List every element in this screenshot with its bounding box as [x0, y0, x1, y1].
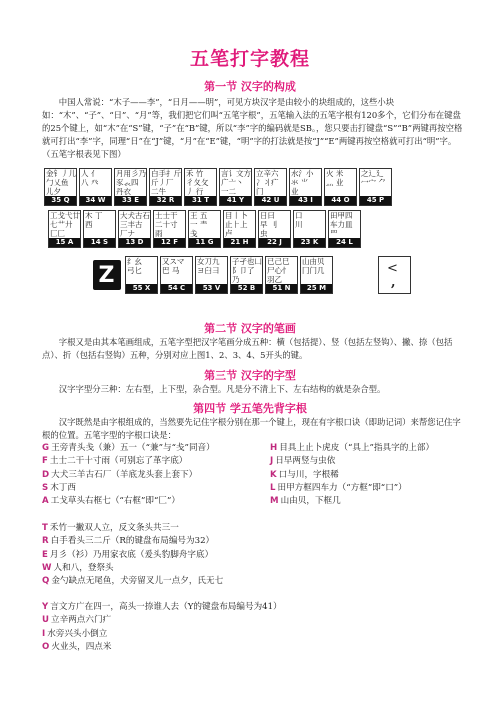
key-radicals: 阝卩了	[232, 266, 255, 275]
key-radicals: 匚匚	[50, 229, 65, 238]
mnemonic-line	[42, 495, 274, 508]
key-radicals: 西	[85, 220, 93, 229]
key-code-label: 44 O	[325, 196, 356, 205]
mnemonic-text: 山由贝，下框几	[280, 496, 341, 507]
key-code-label: 13 D	[119, 238, 150, 247]
keyboard-key	[265, 256, 298, 294]
mnemonic-group-1-left	[42, 442, 274, 508]
key-radicals: 八 癶	[81, 178, 99, 187]
mnemonic-line	[42, 482, 274, 495]
mnemonic-key-letter: J	[270, 456, 274, 467]
mnemonic-text: 目具上止卜虎皮（“具上”指具字的上部）	[279, 443, 435, 453]
mnemonic-key-letter: H	[270, 443, 278, 453]
key-radicals: 早 刂	[260, 220, 278, 229]
key-radicals: 氺 ⺌	[291, 178, 309, 187]
keyboard-key	[125, 256, 158, 294]
mnemonic-key-letter: S	[42, 482, 49, 493]
keyboard-row-3	[90, 256, 333, 294]
mnemonic-line	[42, 535, 466, 548]
key-radicals: 立辛六	[256, 169, 279, 178]
mnemonic-text: 言文方广在四一，高头一捺谁人去（Y的键盘布局编号为41）	[50, 602, 282, 612]
key-radicals: 一 龶	[190, 220, 208, 229]
key-radicals: 业	[291, 187, 299, 196]
key-code-label: 33 E	[115, 196, 146, 205]
mnemonic-line	[42, 549, 466, 562]
section4-paragraph: 汉字既然是由字根组成的，当然要先记住字根分别在那一个键上，现在有字根口诀（即助记词）来帮您记住字根的位置。五笔字型的字根口诀是：	[42, 417, 461, 440]
mnemonic-line	[270, 495, 470, 508]
key-code-label: 53 V	[196, 284, 227, 293]
mnemonic-key-letter: D	[42, 469, 50, 480]
key-radicals: 大犬古石	[120, 211, 150, 220]
keyboard-key	[149, 168, 182, 206]
keyboard-key	[160, 256, 193, 294]
mnemonic-line	[270, 482, 470, 495]
section4-heading: 第四节 学五笔先背字根	[193, 402, 307, 415]
key-radicals: 虫	[260, 229, 268, 238]
key-radicals: 之辶廴	[361, 169, 384, 178]
mnemonic-line	[42, 641, 466, 654]
key-radicals: 弓匕	[127, 266, 142, 275]
mnemonic-group-2	[42, 522, 466, 588]
mnemonic-text: 口与川，字根稀	[278, 469, 339, 480]
key-radicals: 门	[256, 187, 264, 196]
key-code-label: 14 S	[84, 238, 115, 247]
key-code-label: 24 L	[329, 238, 360, 247]
mnemonic-key-letter: E	[42, 549, 48, 560]
key-code-label: 41 Y	[220, 196, 251, 205]
mnemonic-line	[270, 455, 470, 468]
mnemonic-line	[42, 442, 274, 455]
keyboard-key	[293, 210, 326, 248]
keyboard-key	[184, 168, 217, 206]
key-radicals: 王 五	[190, 211, 208, 220]
mnemonic-text: 工戈草头右框七（“右框”即“匚”）	[50, 496, 180, 507]
key-radicals: 口	[295, 211, 303, 220]
key-radicals: 冖宀 ⺈	[361, 178, 386, 187]
mnemonic-line	[42, 575, 466, 588]
mnemonic-text: 田甲方框四车力（“方框”即“口”）	[277, 482, 407, 493]
mnemonic-text: 王旁青头戋（兼）五一（“兼”与“戋”同音）	[51, 443, 215, 453]
section1-heading: 第一节 汉字的构成	[204, 80, 296, 93]
mnemonic-text: 水旁兴头小倒立	[47, 628, 108, 639]
key-radicals: 已己巳	[267, 257, 290, 266]
section2-heading: 第二节 汉字的笔画	[204, 322, 296, 335]
mnemonic-text: 土士二干十寸雨（可别忘了革字底）	[49, 456, 188, 467]
key-radicals: 子孑也凵	[232, 257, 262, 266]
keyboard-key	[359, 168, 392, 206]
keyboard-key	[230, 256, 263, 294]
key-radicals: 灬 业	[326, 178, 344, 187]
key-code-label: 34 W	[80, 196, 111, 205]
punct-key-bottom: ,	[391, 275, 396, 290]
mnemonic-text: 木丁西	[50, 482, 76, 493]
key-radicals: 目丨卜	[225, 211, 248, 220]
key-radicals: 冂门几	[302, 266, 325, 275]
key-radicals: 日曰	[260, 211, 275, 220]
key-radicals: 水氵小	[291, 169, 314, 178]
mnemonic-line	[42, 455, 274, 468]
mnemonic-line	[270, 442, 470, 455]
mnemonic-key-letter: O	[42, 641, 50, 652]
section3-heading: 第三节 汉字的字型	[204, 369, 296, 382]
keyboard-key	[48, 210, 81, 248]
key-code-label: 31 T	[185, 196, 216, 205]
keyboard-key	[324, 168, 357, 206]
z-key	[90, 256, 123, 294]
punct-key	[378, 256, 411, 294]
mnemonic-key-letter: L	[270, 482, 276, 493]
mnemonic-key-letter: I	[42, 628, 46, 639]
keyboard-key	[83, 210, 116, 248]
key-radicals: 禾 竹	[186, 169, 204, 178]
key-radicals: 火 米	[326, 169, 344, 178]
mnemonic-key-letter: Y	[42, 602, 49, 612]
keyboard-key	[188, 210, 221, 248]
mnemonic-group-3	[42, 601, 466, 654]
key-radicals: 又スマ	[162, 257, 185, 266]
mnemonic-key-letter: W	[42, 562, 52, 573]
mnemonic-line	[42, 628, 466, 641]
mnemonic-text: 月彡（衫）乃用家衣底（爰头豹脚舟字底）	[49, 549, 214, 560]
key-radicals: 月用彡乃	[116, 169, 146, 178]
key-code-label: 43 I	[290, 196, 321, 205]
key-code-label: 25 M	[301, 284, 332, 293]
mnemonic-line	[42, 522, 466, 535]
key-code-label: 55 X	[126, 284, 157, 293]
key-code-label: 51 N	[266, 284, 297, 293]
mnemonic-text: 白手看头三二斤（R的键盘布局编号为32）	[50, 536, 215, 547]
key-radicals: 一二	[221, 187, 236, 196]
key-radicals: ヨ臼彐	[197, 266, 220, 275]
key-radicals: 川	[295, 220, 303, 229]
key-radicals: 尸心忄	[267, 266, 290, 275]
mnemonic-text: 火业头，四点米	[51, 641, 112, 652]
key-radicals: 广亠丶	[221, 178, 244, 187]
key-code-label: 35 Q	[45, 196, 76, 205]
mnemonic-text: 人和八，登祭头	[53, 562, 114, 573]
mnemonic-line	[42, 601, 466, 614]
key-radicals: 七艹廾	[50, 220, 73, 229]
key-code-label: 23 K	[294, 238, 325, 247]
keyboard-key	[300, 256, 333, 294]
key-radicals: 羽乙	[267, 275, 282, 284]
key-code-label: 52 B	[231, 284, 262, 293]
mnemonic-text: 大犬三羊古石厂（羊底龙头套上套下）	[51, 469, 198, 480]
mnemonic-text: 禾竹一撇双人立，反文条头共三一	[49, 523, 179, 533]
mnemonic-text: 立辛两点六门疒	[50, 615, 112, 626]
key-code-label: 12 F	[154, 238, 185, 247]
key-radicals: 豕𧘇四	[116, 178, 139, 187]
keyboard-key	[79, 168, 112, 206]
key-radicals: 止⺊上	[225, 220, 248, 229]
mnemonic-line	[42, 469, 274, 482]
keyboard-key	[195, 256, 228, 294]
mnemonic-line	[42, 614, 466, 627]
keyboard-key	[258, 210, 291, 248]
keyboard-key	[153, 210, 186, 248]
punct-key-top: <	[387, 261, 398, 276]
key-radicals: 丹衣	[116, 187, 131, 196]
key-radicals: 卢	[225, 229, 233, 238]
key-radicals: 女刀九	[197, 257, 220, 266]
key-code-label: 54 C	[161, 284, 192, 293]
z-key-label: Z	[93, 260, 121, 290]
key-radicals: 木 丁	[85, 211, 103, 220]
mnemonic-key-letter: M	[270, 496, 279, 507]
mnemonic-line	[42, 562, 466, 575]
mnemonic-text: 日早两竖与虫依	[275, 456, 336, 467]
key-radicals: 二牛	[151, 187, 166, 196]
mnemonic-key-letter: Q	[42, 576, 50, 587]
section2-paragraph: 字根又是由其本笔画组成，五笔字型把汉字笔画分成五种：横（包括提）、竖（包括左竖钩）、撇、捺（包括点）、折（包括右竖钩）五种，分别对应上图1、2、3、4、5开头的键。	[42, 337, 453, 360]
key-code-label: 11 G	[189, 238, 220, 247]
key-code-label: 42 U	[255, 196, 286, 205]
section3-paragraph: 汉字字型分三种：左右型，上下型，杂合型。凡是分不清上下、左右结构的就是杂合型。	[58, 384, 386, 394]
page-title: 五笔打字教程	[189, 48, 310, 70]
mnemonic-group-1-right	[270, 442, 470, 508]
key-code-label: 22 J	[259, 238, 290, 247]
keyboard-key	[254, 168, 287, 206]
mnemonic-key-letter: G	[42, 443, 50, 453]
key-radicals: 土士干	[155, 211, 178, 220]
key-radicals: 车力皿	[330, 220, 353, 229]
key-radicals: 二十寸	[155, 220, 178, 229]
key-radicals: 人 亻	[81, 169, 99, 178]
key-radicals: 斤丿厂	[151, 178, 174, 187]
key-code-label: 32 R	[150, 196, 181, 205]
mnemonic-key-letter: F	[42, 456, 48, 467]
key-code-label: 15 A	[49, 238, 80, 247]
keyboard-key	[44, 168, 77, 206]
key-radicals: 纟幺	[127, 257, 142, 266]
keyboard-key	[118, 210, 151, 248]
key-radicals: 工戈弋廿	[50, 211, 80, 220]
key-radicals: 彳夂攵	[186, 178, 209, 187]
key-radicals: 山由贝	[302, 257, 325, 266]
key-code-label: 21 H	[224, 238, 255, 247]
key-code-label: 45 P	[360, 196, 391, 205]
key-radicals: 田甲四	[330, 211, 353, 220]
mnemonic-key-letter: U	[42, 615, 49, 626]
key-radicals: 冫丬疒	[256, 178, 279, 187]
key-radicals: 儿夕	[46, 187, 61, 196]
section1-paragraph: 中国人常说：“木子——李”，“日月——明”，可见方块汉字是由较小的块组成的，这些小块如：“木”、“子”、“日”、“月”等，我们把它们叫“五笔字根”，五笔输入法的五笔字根有120多个，它们分布在键盘的25个键上，如“木”在“S”键，“子”在“B”键，所以“李”字的编码就是SB。，您只要击打键盘“S”“B”两键再按空格就可打出“李”字，同理“日”在“J”键，“月”在“E”键，“明”字的打法就是按“J”“E”两键再按空格就可打出“明”字。（五笔字根表见下图）	[42, 97, 463, 159]
mnemonic-key-letter: K	[270, 469, 277, 480]
keyboard-key	[114, 168, 147, 206]
keyboard-key	[223, 210, 256, 248]
mnemonic-key-letter: A	[42, 496, 49, 507]
mnemonic-key-letter: R	[42, 536, 49, 547]
key-radicals: 言讠文方	[221, 169, 251, 178]
mnemonic-line	[270, 469, 470, 482]
key-radicals: 丿 行	[186, 187, 204, 196]
mnemonic-text: 金勺缺点无尾鱼，犬旁留叉儿一点夕，氏无七	[51, 576, 224, 587]
key-radicals: 厂ナ	[120, 229, 135, 238]
key-radicals: 三丰古	[120, 220, 143, 229]
keyboard-key	[289, 168, 322, 206]
keyboard-key	[219, 168, 252, 206]
key-radicals: 雨	[155, 229, 163, 238]
key-radicals: 勹乂鱼	[46, 178, 69, 187]
key-radicals: 巴 马	[162, 266, 180, 275]
key-radicals: 戋	[190, 229, 198, 238]
keyboard-key	[328, 210, 361, 248]
key-radicals: 金钅丿儿	[46, 169, 76, 178]
key-radicals: 白手扌斤	[151, 169, 181, 178]
key-radicals: 罒	[330, 229, 338, 238]
keyboard-row-1	[44, 168, 392, 206]
key-radicals: 乃	[232, 275, 240, 284]
mnemonic-key-letter: T	[42, 523, 48, 533]
keyboard-row-2	[48, 210, 361, 248]
